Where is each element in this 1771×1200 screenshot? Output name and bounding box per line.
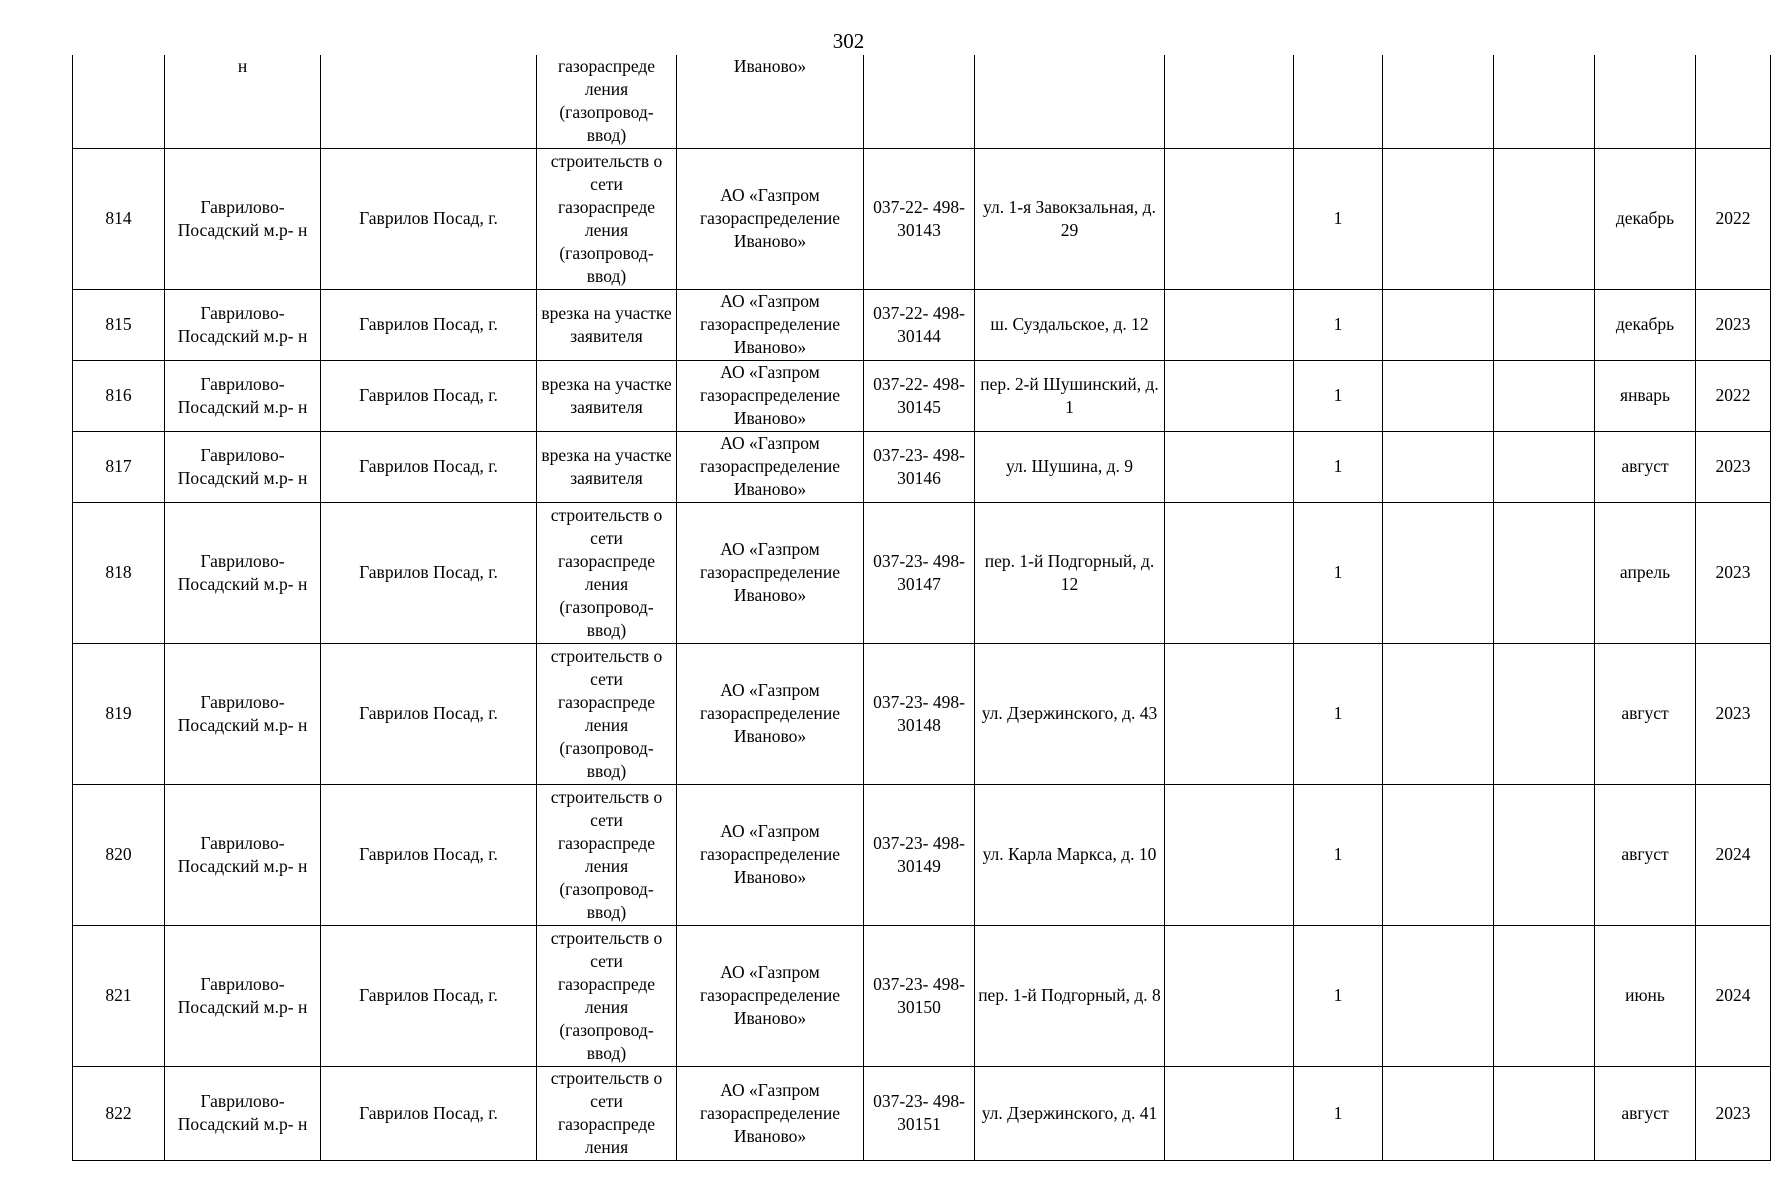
cell-settlement: Гаврилов Посад, г. [321,360,537,431]
cell-number: 815 [73,289,165,360]
cell-district: Гаврилово- Посадский м.р- н [165,431,321,502]
cell-month: апрель [1595,502,1696,643]
cell-organization: АО «Газпром газораспределение Иваново» [677,925,864,1066]
cell-year: 2022 [1696,148,1771,289]
cell-organization: АО «Газпром газораспределение Иваново» [677,1066,864,1160]
cell-address: ул. Карла Маркса, д. 10 [975,784,1165,925]
cell-work-type: строительств о сети газораспреде ления (газопровод- ввод) [537,148,677,289]
cell-col11 [1494,148,1595,289]
cell-col11 [1494,55,1595,148]
cell-col11 [1494,1066,1595,1160]
cell-address: ул. Дзержинского, д. 41 [975,1066,1165,1160]
cell-organization: АО «Газпром газораспределение Иваново» [677,784,864,925]
cell-organization: АО «Газпром газораспределение Иваново» [677,431,864,502]
cell-col11 [1494,502,1595,643]
cell-number: 819 [73,643,165,784]
cell-district: Гаврилово- Посадский м.р- н [165,784,321,925]
cell-col10 [1383,502,1494,643]
table-row-continued [73,55,1771,148]
cell-code: 037-23- 498-30148 [864,643,975,784]
cell-col10 [1383,1066,1494,1160]
cell-quantity: 1 [1294,360,1383,431]
cell-organization: АО «Газпром газораспределение Иваново» [677,148,864,289]
cell-work-type: врезка на участке заявителя [537,360,677,431]
cell-col10 [1383,55,1494,148]
cell-quantity: 1 [1294,925,1383,1066]
cell-month: июнь [1595,925,1696,1066]
cell-code: 037-22- 498-30145 [864,360,975,431]
cell-col11 [1494,784,1595,925]
cell-address: пер. 2-й Шушинский, д. 1 [975,360,1165,431]
cell-month: декабрь [1595,289,1696,360]
cell-work-type: врезка на участке заявителя [537,289,677,360]
cell-month: август [1595,1066,1696,1160]
cell-code: 037-22- 498-30144 [864,289,975,360]
registry-table [72,55,1771,1161]
cell-settlement [321,55,537,148]
cell-district: Гаврилово- Посадский м.р- н [165,360,321,431]
cell-district: Гаврилово- Посадский м.р- н [165,643,321,784]
cell-year: 2023 [1696,1066,1771,1160]
cell-settlement: Гаврилов Посад, г. [321,643,537,784]
table-row [73,289,1771,360]
cell-settlement: Гаврилов Посад, г. [321,925,537,1066]
cell-month: август [1595,431,1696,502]
cell-col10 [1383,360,1494,431]
cell-col11 [1494,925,1595,1066]
cell-settlement: Гаврилов Посад, г. [321,784,537,925]
cell-address: пер. 1-й Подгорный, д. 12 [975,502,1165,643]
cell-address: пер. 1-й Подгорный, д. 8 [975,925,1165,1066]
cell-col11 [1494,431,1595,502]
cell-col11 [1494,360,1595,431]
cell-quantity [1294,55,1383,148]
cell-code: 037-23- 498-30149 [864,784,975,925]
cell-number: 822 [73,1066,165,1160]
cell-settlement: Гаврилов Посад, г. [321,148,537,289]
cell-year: 2023 [1696,643,1771,784]
cell-col10 [1383,431,1494,502]
cell-month [1595,55,1696,148]
cell-address [975,55,1165,148]
cell-year: 2023 [1696,502,1771,643]
cell-quantity: 1 [1294,289,1383,360]
cell-number: 818 [73,502,165,643]
cell-district: Гаврилово- Посадский м.р- н [165,1066,321,1160]
cell-quantity: 1 [1294,1066,1383,1160]
cell-organization: АО «Газпром газораспределение Иваново» [677,502,864,643]
cell-number [73,55,165,148]
cell-col10 [1383,643,1494,784]
cell-col8 [1165,55,1294,148]
table-row [73,643,1771,784]
cell-code: 037-23- 498-30151 [864,1066,975,1160]
cell-number: 817 [73,431,165,502]
cell-month: январь [1595,360,1696,431]
cell-work-type: строительств о сети газораспреде ления (газопровод- ввод) [537,784,677,925]
cell-district: Гаврилово- Посадский м.р- н [165,925,321,1066]
cell-number: 820 [73,784,165,925]
cell-col10 [1383,784,1494,925]
table-row [73,784,1771,925]
cell-address: ш. Суздальское, д. 12 [975,289,1165,360]
cell-work-type: строительств о сети газораспреде ления (газопровод- ввод) [537,502,677,643]
cell-settlement: Гаврилов Посад, г. [321,431,537,502]
cell-address: ул. Шушина, д. 9 [975,431,1165,502]
cell-address: ул. Дзержинского, д. 43 [975,643,1165,784]
cell-number: 821 [73,925,165,1066]
cell-work-type: газораспреде ления (газопровод- ввод) [537,55,677,148]
cell-settlement: Гаврилов Посад, г. [321,502,537,643]
cell-quantity: 1 [1294,502,1383,643]
cell-col11 [1494,643,1595,784]
table-row [73,431,1771,502]
cell-organization: Иваново» [677,55,864,148]
cell-settlement: Гаврилов Посад, г. [321,1066,537,1160]
cell-col8 [1165,643,1294,784]
cell-year: 2024 [1696,925,1771,1066]
table-row [73,360,1771,431]
cell-col10 [1383,925,1494,1066]
cell-month: декабрь [1595,148,1696,289]
cell-year: 2023 [1696,431,1771,502]
cell-organization: АО «Газпром газораспределение Иваново» [677,643,864,784]
cell-code: 037-23- 498-30146 [864,431,975,502]
table-row [73,148,1771,289]
cell-code: 037-22- 498-30143 [864,148,975,289]
cell-address: ул. 1-я Завокзальная, д. 29 [975,148,1165,289]
cell-number: 816 [73,360,165,431]
cell-col8 [1165,148,1294,289]
cell-col8 [1165,784,1294,925]
cell-month: август [1595,784,1696,925]
cell-col11 [1494,289,1595,360]
cell-district: Гаврилово- Посадский м.р- н [165,148,321,289]
cell-code [864,55,975,148]
page-number: 302 [832,29,865,53]
cell-code: 037-23- 498-30147 [864,502,975,643]
cell-code: 037-23- 498-30150 [864,925,975,1066]
cell-col8 [1165,289,1294,360]
cell-quantity: 1 [1294,643,1383,784]
cell-settlement: Гаврилов Посад, г. [321,289,537,360]
table-row [73,1066,1771,1160]
cell-year [1696,55,1771,148]
cell-work-type: строительств о сети газораспреде ления (газопровод- ввод) [537,925,677,1066]
cell-col8 [1165,360,1294,431]
cell-organization: АО «Газпром газораспределение Иваново» [677,289,864,360]
cell-year: 2023 [1696,289,1771,360]
cell-col8 [1165,1066,1294,1160]
cell-work-type: врезка на участке заявителя [537,431,677,502]
cell-work-type: строительств о сети газораспреде ления [537,1066,677,1160]
registry-table-body [73,55,1771,1160]
cell-district: Гаврилово- Посадский м.р- н [165,289,321,360]
cell-col10 [1383,148,1494,289]
cell-work-type: строительств о сети газораспреде ления (газопровод- ввод) [537,643,677,784]
cell-quantity: 1 [1294,784,1383,925]
cell-organization: АО «Газпром газораспределение Иваново» [677,360,864,431]
table-row [73,502,1771,643]
cell-year: 2022 [1696,360,1771,431]
cell-quantity: 1 [1294,431,1383,502]
cell-col10 [1383,289,1494,360]
cell-col8 [1165,431,1294,502]
cell-col8 [1165,502,1294,643]
cell-quantity: 1 [1294,148,1383,289]
cell-col8 [1165,925,1294,1066]
cell-number: 814 [73,148,165,289]
cell-month: август [1595,643,1696,784]
table-row [73,925,1771,1066]
cell-district: Гаврилово- Посадский м.р- н [165,502,321,643]
cell-district: н [165,55,321,148]
cell-year: 2024 [1696,784,1771,925]
